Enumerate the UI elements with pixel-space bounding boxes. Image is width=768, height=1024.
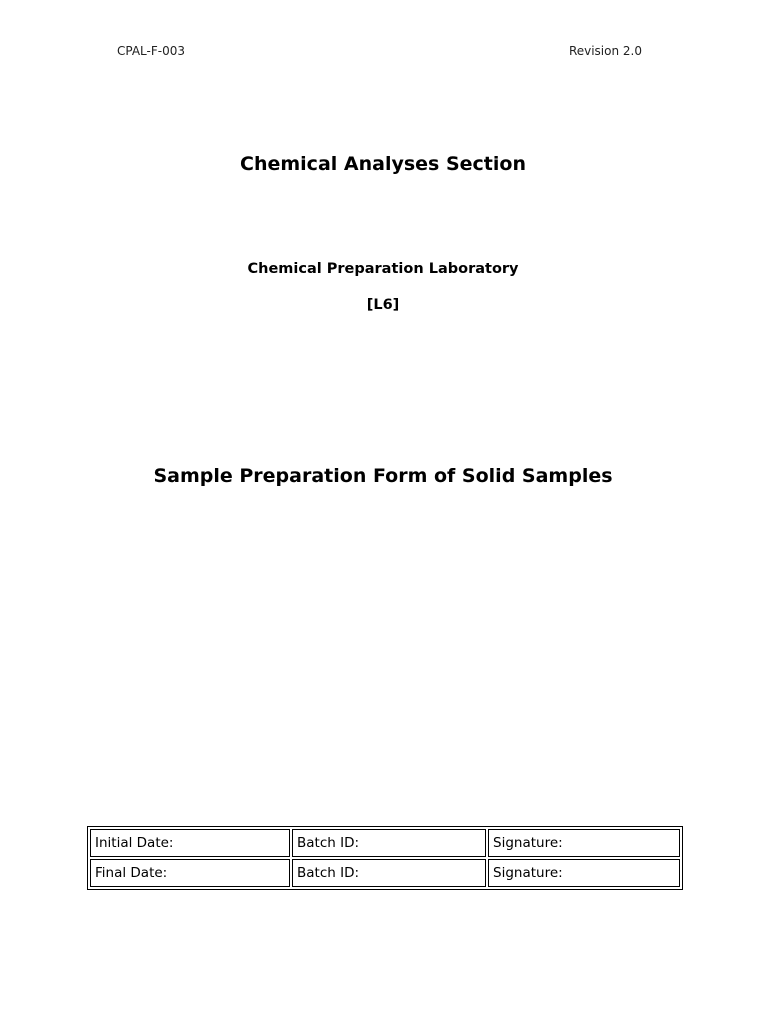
signoff-table: [87, 826, 683, 890]
final-date-cell: Final Date:: [90, 859, 290, 887]
table-row: [90, 829, 680, 857]
batch-id-cell: Batch ID:: [292, 859, 486, 887]
initial-date-cell: Initial Date:: [90, 829, 290, 857]
laboratory-code: [L6]: [366, 297, 400, 313]
form-title: Sample Preparation Form of Solid Samples: [153, 465, 613, 487]
section-title: Chemical Analyses Section: [240, 153, 526, 175]
signature-cell: Signature:: [488, 859, 680, 887]
revision-label: Revision 2.0: [568, 44, 642, 58]
document-code: CPAL-F-003: [117, 44, 185, 58]
batch-id-cell: Batch ID:: [292, 829, 486, 857]
signature-cell: Signature:: [488, 829, 680, 857]
laboratory-name: Chemical Preparation Laboratory: [247, 261, 519, 277]
table-row: [90, 859, 680, 887]
